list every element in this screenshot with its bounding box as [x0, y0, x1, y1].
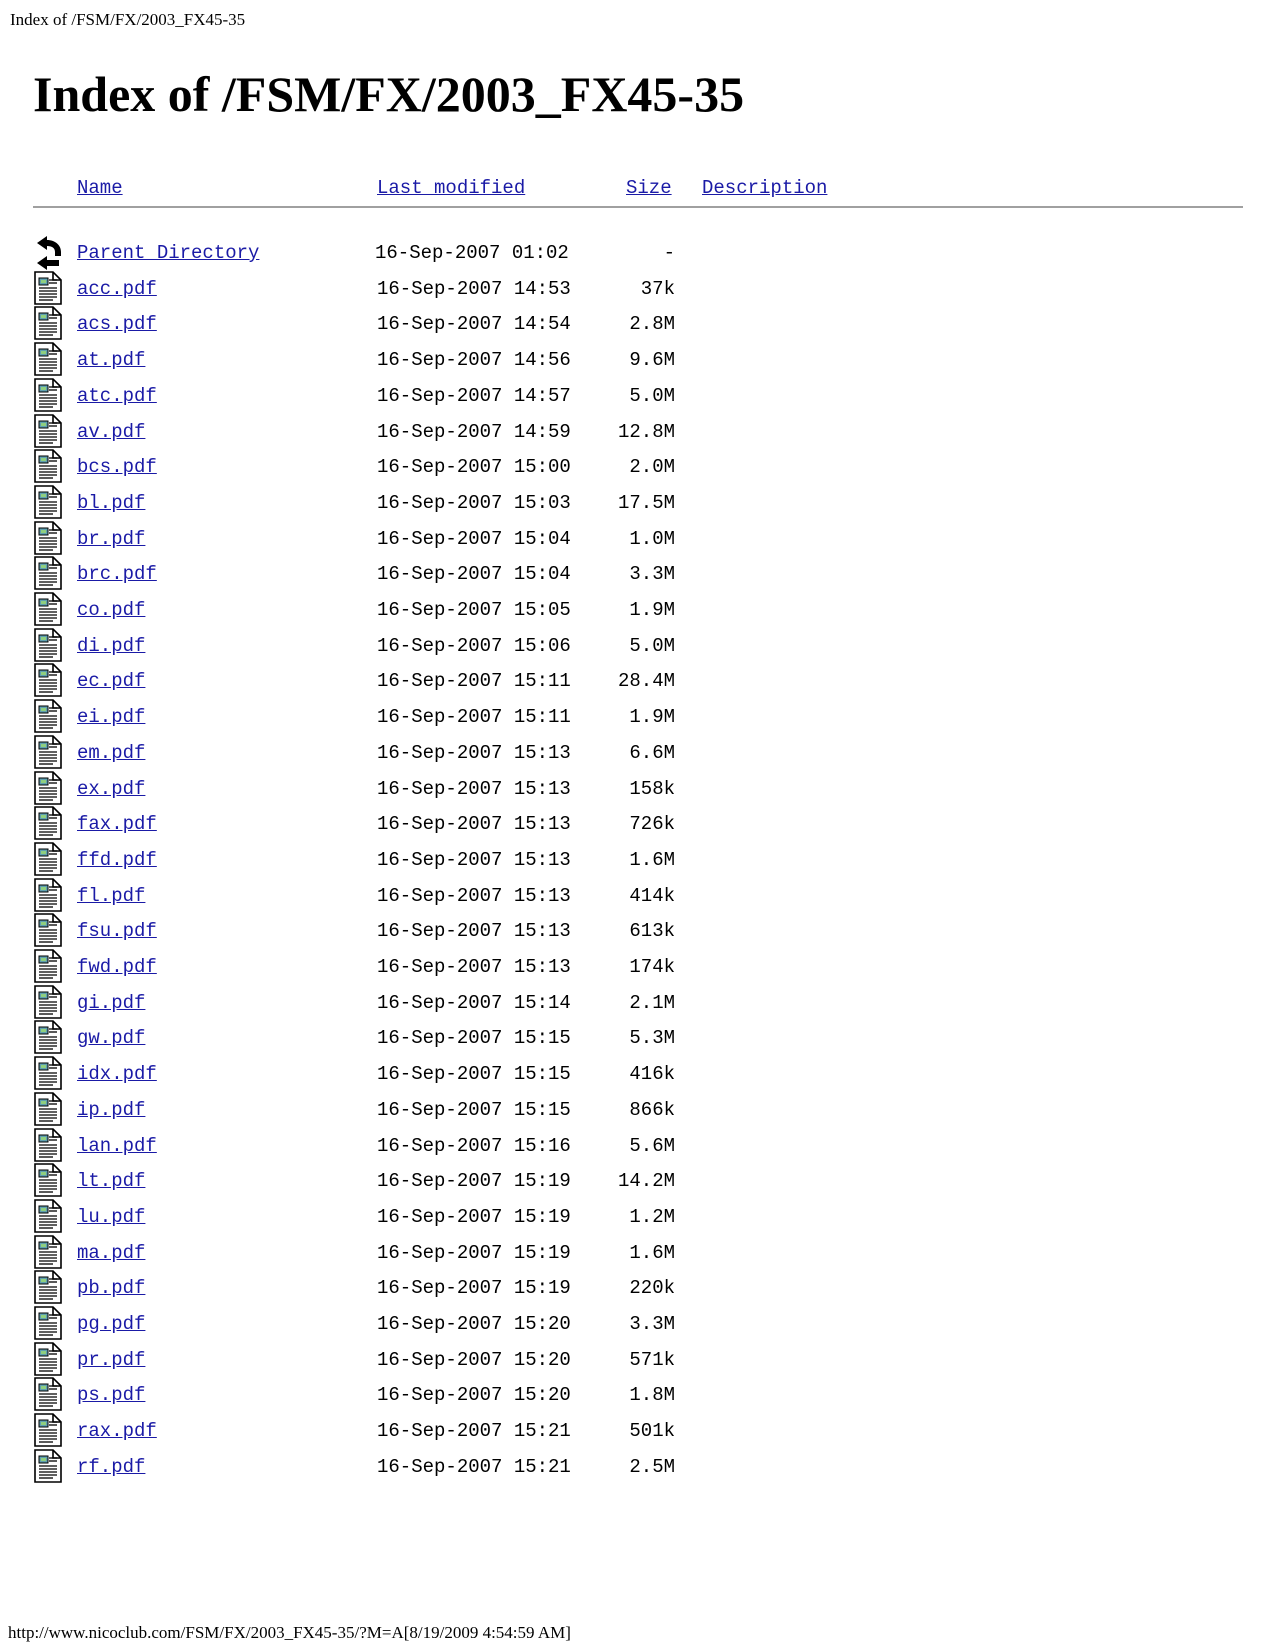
last-modified-value: 16-Sep-2007 15:16: [377, 1134, 571, 1157]
file-link[interactable]: lan.pdf: [77, 1134, 157, 1157]
file-link[interactable]: acc.pdf: [77, 277, 157, 300]
last-modified-value: 16-Sep-2007 15:04: [377, 527, 571, 550]
last-modified-value: 16-Sep-2007 15:13: [377, 920, 571, 943]
table-row: [0, 592, 1275, 629]
document-icon: [33, 734, 63, 770]
document-icon: [33, 591, 63, 627]
file-link[interactable]: pr.pdf: [77, 1348, 146, 1371]
last-modified-value: 16-Sep-2007 15:20: [377, 1384, 571, 1407]
document-icon: [33, 1019, 63, 1055]
file-link[interactable]: fl.pdf: [77, 884, 146, 907]
document-icon: [33, 413, 63, 449]
table-row: [0, 735, 1275, 772]
table-row: [0, 985, 1275, 1022]
file-size-value: 1.6M: [629, 848, 675, 871]
last-modified-value: 16-Sep-2007 15:15: [377, 1098, 571, 1121]
file-link[interactable]: pb.pdf: [77, 1277, 146, 1300]
last-modified-value: 16-Sep-2007 15:13: [377, 884, 571, 907]
file-size-value: 1.9M: [629, 706, 675, 729]
last-modified-value: 16-Sep-2007 15:20: [377, 1313, 571, 1335]
last-modified-value: 16-Sep-2007 14:54: [377, 313, 571, 336]
file-size-value: 5.0M: [629, 384, 675, 407]
table-row: [0, 449, 1275, 486]
document-icon: [33, 877, 63, 913]
last-modified-value: 16-Sep-2007 15:03: [377, 491, 571, 514]
last-modified-value: 16-Sep-2007 15:13: [377, 848, 571, 871]
file-size-value: 414k: [629, 884, 675, 907]
table-row: [0, 1413, 1275, 1450]
last-modified-value: 16-Sep-2007 15:14: [377, 991, 571, 1014]
last-modified-value: 16-Sep-2007 14:59: [377, 420, 571, 443]
document-icon: [33, 627, 63, 663]
last-modified-value: 16-Sep-2007 14:56: [377, 349, 571, 372]
file-size-value: 2.8M: [629, 313, 675, 336]
file-link[interactable]: lu.pdf: [77, 1205, 146, 1228]
table-row: [0, 378, 1275, 415]
last-modified-value: 16-Sep-2007 15:05: [377, 599, 571, 621]
document-icon: [33, 1269, 63, 1305]
last-modified-value: 16-Sep-2007 15:06: [377, 634, 571, 657]
document-icon: [33, 1412, 63, 1448]
file-size-value: 14.2M: [617, 1170, 675, 1193]
table-row: [0, 556, 1275, 593]
file-size-value: 501k: [629, 1420, 675, 1443]
table-row: [0, 235, 1275, 272]
file-size-value: 1.2M: [629, 1205, 675, 1228]
file-size-value: 2.1M: [629, 991, 675, 1014]
last-modified-value: 16-Sep-2007 15:21: [377, 1455, 571, 1478]
file-link[interactable]: at.pdf: [77, 349, 146, 372]
table-row: [0, 949, 1275, 986]
file-size-value: 12.8M: [617, 420, 675, 443]
file-link[interactable]: ma.pdf: [77, 1241, 146, 1264]
document-icon: [33, 377, 63, 413]
file-size-value: 5.3M: [629, 1027, 675, 1050]
table-row: [0, 663, 1275, 700]
last-modified-value: 16-Sep-2007 15:00: [377, 456, 571, 479]
table-row: [0, 414, 1275, 451]
file-size-value: 37k: [640, 277, 675, 300]
document-icon: [33, 912, 63, 948]
document-icon: [33, 1376, 63, 1412]
file-size-value: 416k: [629, 1063, 675, 1086]
file-link[interactable]: br.pdf: [77, 527, 146, 550]
file-size-value: 571k: [629, 1348, 675, 1371]
last-modified-value: 16-Sep-2007 15:15: [377, 1027, 571, 1050]
table-row: [0, 1092, 1275, 1129]
document-icon: [33, 448, 63, 484]
document-icon: [33, 984, 63, 1020]
file-link[interactable]: ip.pdf: [77, 1098, 146, 1121]
file-link[interactable]: fsu.pdf: [77, 920, 157, 943]
column-header-last-modified[interactable]: Last modified: [377, 177, 526, 199]
file-link[interactable]: ffd.pdf: [77, 848, 157, 871]
document-icon: [33, 1091, 63, 1127]
file-link[interactable]: gi.pdf: [77, 991, 146, 1014]
table-row: [0, 485, 1275, 522]
file-link[interactable]: co.pdf: [77, 599, 146, 621]
file-link[interactable]: pg.pdf: [77, 1313, 146, 1335]
table-row: [0, 1377, 1275, 1414]
back-arrow-icon: [33, 234, 63, 270]
last-modified-value: 16-Sep-2007 15:13: [377, 956, 571, 978]
file-link[interactable]: rf.pdf: [77, 1455, 146, 1478]
document-icon: [33, 698, 63, 734]
last-modified-value: 16-Sep-2007 15:11: [377, 670, 571, 693]
last-modified-value: 16-Sep-2007 14:53: [377, 277, 571, 300]
file-size-value: 220k: [629, 1277, 675, 1300]
file-link[interactable]: fax.pdf: [77, 813, 157, 836]
file-size-value: 1.8M: [629, 1384, 675, 1407]
file-size-value: 5.6M: [629, 1134, 675, 1157]
document-icon: [33, 1305, 63, 1341]
document-icon: [33, 948, 63, 984]
table-row: [0, 1449, 1275, 1486]
file-link[interactable]: fwd.pdf: [77, 956, 157, 978]
table-row: [0, 1128, 1275, 1165]
table-row: [0, 306, 1275, 343]
table-row: [0, 1056, 1275, 1093]
last-modified-value: 16-Sep-2007 15:20: [377, 1348, 571, 1371]
document-icon: [33, 555, 63, 591]
table-row: [0, 1342, 1275, 1379]
file-size-value: 1.0M: [629, 527, 675, 550]
file-link[interactable]: bcs.pdf: [77, 456, 157, 479]
last-modified-value: 16-Sep-2007 15:15: [377, 1063, 571, 1086]
table-row: [0, 842, 1275, 879]
table-row: [0, 1020, 1275, 1057]
document-icon: [33, 1448, 63, 1484]
last-modified-value: 16-Sep-2007 15:13: [377, 741, 571, 764]
column-header-description[interactable]: Description: [702, 177, 828, 199]
document-icon: [33, 270, 63, 306]
file-size-value: 2.5M: [629, 1455, 675, 1478]
file-size-value: 1.9M: [629, 599, 675, 621]
document-icon: [33, 1055, 63, 1091]
last-modified-value: 16-Sep-2007 15:19: [377, 1241, 571, 1264]
table-row: [0, 806, 1275, 843]
file-link[interactable]: ei.pdf: [77, 706, 146, 729]
table-row: [0, 1235, 1275, 1272]
last-modified-value: 16-Sep-2007 01:02: [375, 242, 569, 264]
file-size-value: 613k: [629, 920, 675, 943]
document-icon: [33, 484, 63, 520]
file-size-value: 28.4M: [617, 670, 675, 693]
table-row: [0, 1306, 1275, 1343]
table-row: [0, 342, 1275, 379]
file-size-value: 3.3M: [629, 1313, 675, 1335]
column-header-size[interactable]: Size: [626, 177, 672, 199]
file-link[interactable]: brc.pdf: [77, 563, 157, 586]
header-divider: [33, 206, 1243, 208]
file-size-value: 158k: [629, 777, 675, 800]
table-row: [0, 699, 1275, 736]
document-icon: [33, 841, 63, 877]
file-link[interactable]: di.pdf: [77, 634, 146, 657]
file-size-value: 174k: [629, 956, 675, 978]
file-link[interactable]: rax.pdf: [77, 1420, 157, 1443]
table-row: [0, 1270, 1275, 1307]
document-icon: [33, 305, 63, 341]
last-modified-value: 16-Sep-2007 15:21: [377, 1420, 571, 1443]
table-row: [0, 271, 1275, 308]
document-icon: [33, 770, 63, 806]
file-size-value: 866k: [629, 1098, 675, 1121]
file-link[interactable]: av.pdf: [77, 420, 146, 443]
table-row: [0, 913, 1275, 950]
last-modified-value: 16-Sep-2007 15:13: [377, 777, 571, 800]
file-size-value: -: [663, 242, 675, 264]
file-size-value: 5.0M: [629, 634, 675, 657]
document-icon: [33, 1127, 63, 1163]
file-size-value: 6.6M: [629, 741, 675, 764]
last-modified-value: 16-Sep-2007 15:11: [377, 706, 571, 729]
file-link[interactable]: gw.pdf: [77, 1027, 146, 1050]
file-size-value: 9.6M: [629, 349, 675, 372]
document-icon: [33, 1234, 63, 1270]
document-icon: [33, 805, 63, 841]
table-row: [0, 1199, 1275, 1236]
file-link[interactable]: ex.pdf: [77, 777, 146, 800]
last-modified-value: 16-Sep-2007 15:19: [377, 1277, 571, 1300]
file-link[interactable]: acs.pdf: [77, 313, 157, 336]
file-link[interactable]: em.pdf: [77, 741, 146, 764]
file-size-value: 1.6M: [629, 1241, 675, 1264]
document-icon: [33, 662, 63, 698]
file-size-value: 17.5M: [617, 491, 675, 514]
last-modified-value: 16-Sep-2007 15:04: [377, 563, 571, 586]
document-icon: [33, 341, 63, 377]
file-link[interactable]: ps.pdf: [77, 1384, 146, 1407]
parent-directory-link[interactable]: Parent Directory: [77, 242, 260, 264]
table-row: [0, 878, 1275, 915]
table-row: [0, 628, 1275, 665]
document-icon: [33, 1198, 63, 1234]
page-title: Index of /FSM/FX/2003_FX45-35: [33, 66, 745, 122]
page-header: Index of /FSM/FX/2003_FX45-35: [10, 10, 246, 29]
document-icon: [33, 1341, 63, 1377]
last-modified-value: 16-Sep-2007 15:19: [377, 1170, 571, 1193]
file-link[interactable]: ec.pdf: [77, 670, 146, 693]
table-row: [0, 1163, 1275, 1200]
file-size-value: 726k: [629, 813, 675, 836]
file-link[interactable]: idx.pdf: [77, 1063, 157, 1086]
page-footer: http://www.nicoclub.com/FSM/FX/2003_FX45-35/?M=A[8/19/2009 4:54:59 AM]: [8, 1623, 571, 1642]
file-size-value: 3.3M: [629, 563, 675, 586]
document-icon: [33, 1162, 63, 1198]
last-modified-value: 16-Sep-2007 15:13: [377, 813, 571, 836]
file-link[interactable]: atc.pdf: [77, 384, 157, 407]
file-link[interactable]: lt.pdf: [77, 1170, 146, 1193]
column-header-name[interactable]: Name: [77, 177, 123, 199]
last-modified-value: 16-Sep-2007 15:19: [377, 1205, 571, 1228]
file-link[interactable]: bl.pdf: [77, 491, 146, 514]
table-row: [0, 771, 1275, 808]
table-row: [0, 521, 1275, 558]
last-modified-value: 16-Sep-2007 14:57: [377, 384, 571, 407]
document-icon: [33, 520, 63, 556]
file-size-value: 2.0M: [629, 456, 675, 479]
